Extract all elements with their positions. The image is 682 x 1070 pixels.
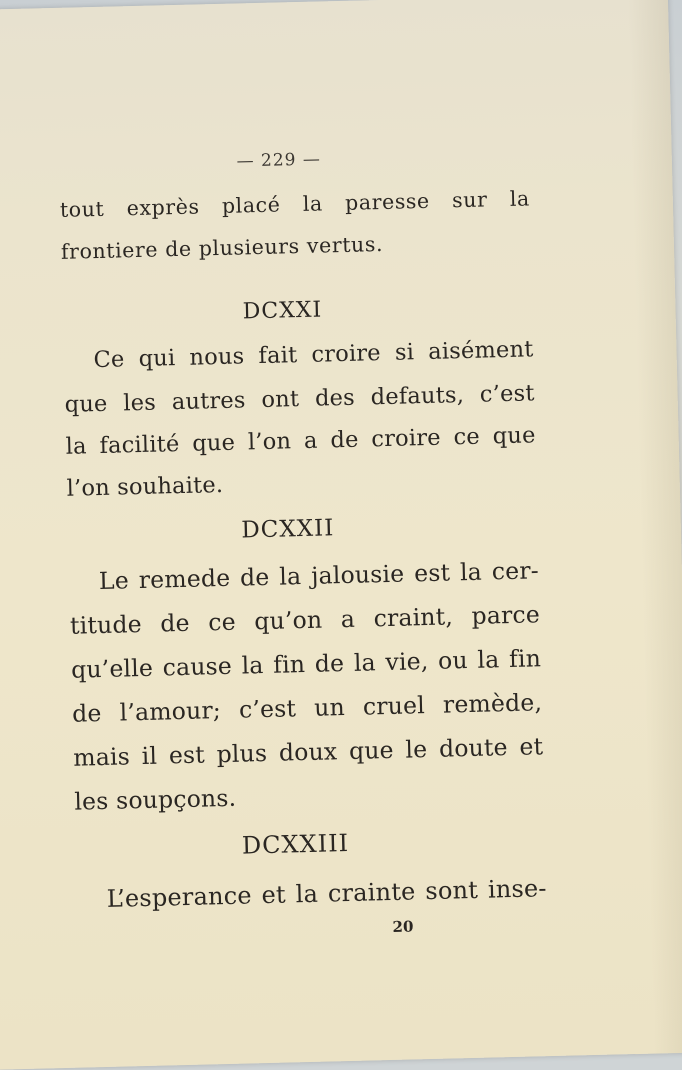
text-line: que les autres ont des defauts, c’est <box>64 380 535 418</box>
text-line: L’esperance et la crainte sont inse- <box>106 874 547 913</box>
page-number: — 229 — <box>236 149 322 172</box>
signature-mark: 20 <box>392 917 414 936</box>
text-line: mais il est plus doux que le doute et <box>72 732 544 772</box>
text-line: tout exprès placé la paresse sur la <box>59 186 531 222</box>
text-line: la facilité que l’on a de croire ce que <box>65 422 536 460</box>
text-line: frontiere de plusieurs vertus. <box>60 231 384 264</box>
section-heading: DCXXII <box>240 515 335 544</box>
text-line: de l’amour; c’est un cruel remède, <box>71 688 543 728</box>
text-line: l’on souhaite. <box>66 471 224 502</box>
text-line: Ce qui nous fait croire si aisément <box>93 336 534 374</box>
text-line: les soupçons. <box>74 783 237 816</box>
text-line: titude de ce qu’on a craint, parce <box>69 600 541 640</box>
section-heading: DCXXI <box>242 297 323 325</box>
text-line: Le remede de la jalousie est la cer- <box>98 556 540 596</box>
section-heading: DCXXIII <box>241 828 350 860</box>
text-line: qu’elle cause la fin de la vie, ou la fin <box>70 644 542 684</box>
